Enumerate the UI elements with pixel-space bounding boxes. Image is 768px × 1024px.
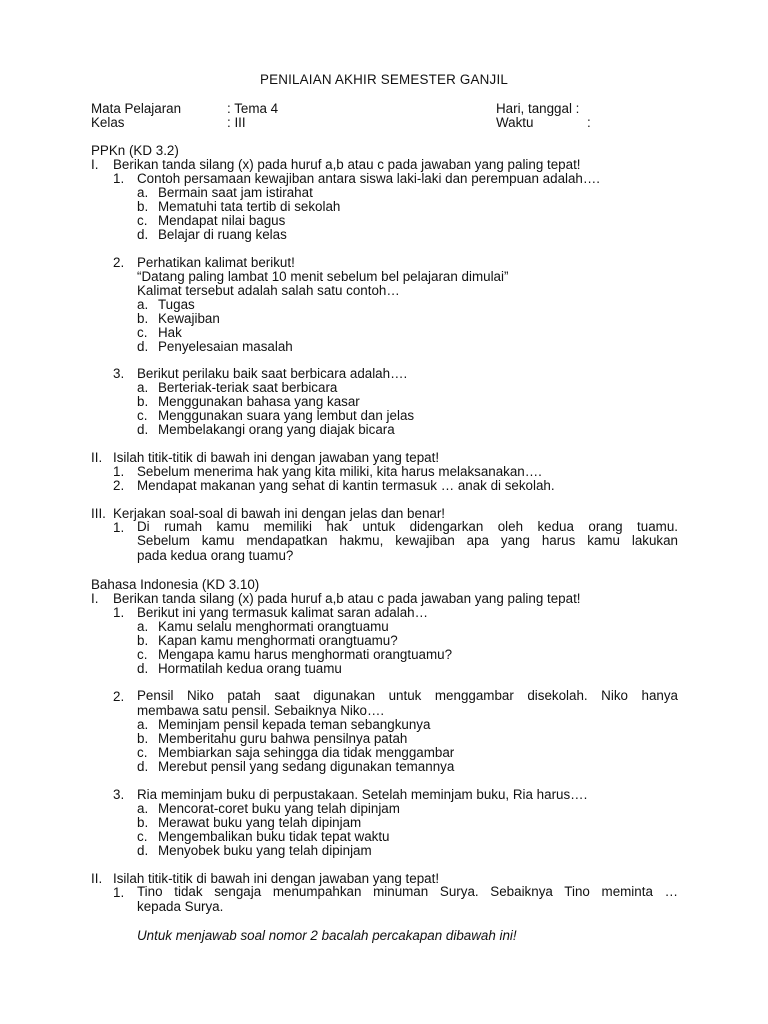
section-instruction: Berikan tanda silang (x) pada huruf a,b atau c pada jawaban yang paling tepat! <box>113 591 581 606</box>
option-letter: d. <box>137 759 149 774</box>
question-number: 3. <box>113 366 125 381</box>
option-text: Hormatilah kedua orang tuamu <box>158 661 342 676</box>
question-text: Ria meminjam buku di perpustakaan. Setelah meminjam buku, Ria harus…. <box>137 787 588 802</box>
option-letter: a. <box>137 619 149 634</box>
bindo-heading: Bahasa Indonesia (KD 3.10) <box>91 577 260 592</box>
option-text: Menyobek buku yang telah dipinjam <box>158 843 372 858</box>
class-value: : III <box>227 115 246 130</box>
option-text: Tugas <box>158 297 195 312</box>
option-letter: b. <box>137 199 149 214</box>
option-letter: d. <box>137 422 149 437</box>
question-text: kepada Surya. <box>137 899 224 914</box>
question-text: Berikut perilaku baik saat berbicara adalah…. <box>137 366 408 381</box>
question-number: 2. <box>113 689 125 704</box>
section-instruction: Berikan tanda silang (x) pada huruf a,b atau c pada jawaban yang paling tepat! <box>113 157 581 172</box>
question-text: Di rumah kamu memiliki hak untuk didengarkan oleh kedua orang tuamu. <box>137 519 678 534</box>
option-text: Mengembalikan buku tidak tepat waktu <box>158 829 390 844</box>
class-label: Kelas <box>91 115 125 130</box>
option-letter: d. <box>137 843 149 858</box>
option-text: Memberitahu guru bahwa pensilnya patah <box>158 731 408 746</box>
time-colon: : <box>587 115 591 130</box>
option-text: Kewajiban <box>158 311 220 326</box>
subject-value: : Tema 4 <box>227 101 279 116</box>
question-quote: “Datang paling lambat 10 menit sebelum bel pelajaran dimulai” <box>137 269 509 284</box>
question-text: Sebelum menerima hak yang kita miliki, kita harus melaksanakan…. <box>137 464 542 479</box>
document-title: PENILAIAN AKHIR SEMESTER GANJIL <box>259 72 509 87</box>
date-label: Hari, tanggal : <box>496 101 580 116</box>
option-letter: b. <box>137 815 149 830</box>
question-text: Sebelum kamu mendapatkan hakmu, kewajiban apa yang harus kamu lakukan <box>137 533 678 548</box>
option-text: Mematuhi tata tertib di sekolah <box>158 199 341 214</box>
question-number: 3. <box>113 787 125 802</box>
option-text: Hak <box>158 325 182 340</box>
question-text: Berikut ini yang termasuk kalimat saran adalah… <box>137 605 429 620</box>
question-text: membawa satu pensil. Sebaiknya Niko…. <box>137 703 385 718</box>
option-letter: c. <box>137 325 148 340</box>
option-letter: c. <box>137 213 148 228</box>
option-text: Mendapat nilai bagus <box>158 213 286 228</box>
option-text: Merawat buku yang telah dipinjam <box>158 815 362 830</box>
section-number: I. <box>91 591 99 606</box>
question-text: Perhatikan kalimat berikut! <box>137 255 295 270</box>
question-text: Kalimat tersebut adalah salah satu contoh… <box>137 283 400 298</box>
section-number: II. <box>91 450 103 465</box>
question-text: pada kedua orang tuamu? <box>137 548 294 563</box>
ppkn-heading: PPKn (KD 3.2) <box>91 143 179 158</box>
section-number: II. <box>91 871 103 886</box>
section-instruction: Kerjakan soal-soal di bawah ini dengan jelas dan benar! <box>113 506 446 521</box>
option-letter: b. <box>137 311 149 326</box>
question-text: Contoh persamaan kewajiban antara siswa laki-laki dan perempuan adalah…. <box>137 171 600 186</box>
option-letter: a. <box>137 380 149 395</box>
option-text: Membelakangi orang yang diajak bicara <box>158 422 395 437</box>
option-letter: c. <box>137 745 148 760</box>
question-text: Pensil Niko patah saat digunakan untuk menggambar disekolah. Niko hanya <box>137 688 678 703</box>
time-label: Waktu <box>496 115 534 130</box>
option-letter: a. <box>137 185 149 200</box>
option-letter: c. <box>137 647 148 662</box>
section-instruction: Isilah titik-titik di bawah ini dengan jawaban yang tepat! <box>113 871 440 886</box>
section-number: I. <box>91 157 99 172</box>
question-number: 1. <box>113 464 125 479</box>
option-text: Menggunakan suara yang lembut dan jelas <box>158 408 415 423</box>
question-text: Mendapat makanan yang sehat di kantin termasuk … anak di sekolah. <box>137 478 555 493</box>
question-number: 2. <box>113 255 125 270</box>
option-letter: d. <box>137 661 149 676</box>
section-instruction: Isilah titik-titik di bawah ini dengan jawaban yang tepat! <box>113 450 440 465</box>
question-number: 2. <box>113 478 125 493</box>
option-text: Mengapa kamu harus menghormati orangtuamu? <box>158 647 453 662</box>
subject-label: Mata Pelajaran <box>91 101 182 116</box>
option-letter: a. <box>137 297 149 312</box>
option-text: Berteriak-teriak saat berbicara <box>158 380 338 395</box>
section-number: III. <box>91 506 106 521</box>
option-text: Merebut pensil yang sedang digunakan temannya <box>158 759 455 774</box>
option-text: Mencorat-coret buku yang telah dipinjam <box>158 801 400 816</box>
option-letter: a. <box>137 801 149 816</box>
option-text: Penyelesaian masalah <box>158 339 293 354</box>
question-text: Tino tidak sengaja menumpahkan minuman Surya. Sebaiknya Tino meminta … <box>137 884 678 899</box>
question-number: 1. <box>113 885 125 900</box>
option-letter: b. <box>137 731 149 746</box>
question-number: 1. <box>113 171 125 186</box>
option-text: Kamu selalu menghormati orangtuamu <box>158 619 389 634</box>
question-number: 1. <box>113 520 125 535</box>
option-letter: a. <box>137 717 149 732</box>
option-letter: b. <box>137 633 149 648</box>
option-letter: b. <box>137 394 149 409</box>
option-text: Bermain saat jam istirahat <box>158 185 313 200</box>
option-text: Membiarkan saja sehingga dia tidak menggambar <box>158 745 455 760</box>
option-text: Meminjam pensil kepada teman sebangkunya <box>158 717 431 732</box>
option-letter: c. <box>137 829 148 844</box>
option-letter: c. <box>137 408 148 423</box>
dialog-note: Untuk menjawab soal nomor 2 bacalah percakapan dibawah ini! <box>137 928 517 943</box>
option-letter: d. <box>137 339 149 354</box>
question-number: 1. <box>113 605 125 620</box>
option-text: Kapan kamu menghormati orangtuamu? <box>158 633 398 648</box>
option-text: Belajar di ruang kelas <box>158 227 287 242</box>
option-letter: d. <box>137 227 149 242</box>
option-text: Menggunakan bahasa yang kasar <box>158 394 360 409</box>
